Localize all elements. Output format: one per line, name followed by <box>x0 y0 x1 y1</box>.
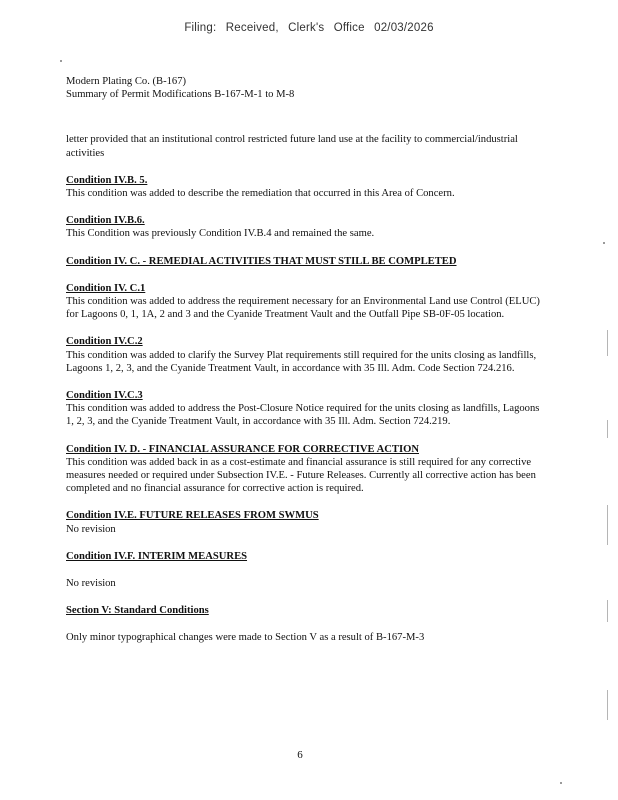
scan-edge-mark <box>607 505 608 545</box>
section-text: This condition was added to describe the remediation that occurred in this Area of Concern. <box>66 188 455 200</box>
section-heading: Condition IV.C.2 <box>66 336 143 348</box>
scan-edge-mark <box>607 690 608 720</box>
section-heading: Condition IV.B.6. <box>66 215 145 227</box>
section-text: This condition was added to address the requirement necessary for an Environmental Land use Control (ELUC) for Lagoons 0, 1, 1A, 2 and 3 and the Cyanide Treatment Vault and the Outfall Pipe SB-0F-05 location. <box>66 296 540 321</box>
section-condition-iv-c-1 <box>66 282 546 322</box>
scan-speck <box>603 242 605 244</box>
filing-stamp: Filing: Received, Clerk's Office 02/03/2026 <box>184 22 434 34</box>
section-condition-iv-c-3 <box>66 389 546 429</box>
section-condition-iv-d <box>66 443 546 496</box>
document-page <box>66 75 546 659</box>
scan-speck <box>60 60 62 62</box>
section-heading: Condition IV.E. FUTURE RELEASES FROM SWMUS <box>66 510 319 522</box>
section-heading: Condition IV.B. 5. <box>66 174 148 186</box>
section-text: This condition was added back in as a cost-estimate and financial assurance is still required for any corrective measures needed or required under Subsection IV.E. - Future Releases. Currently all corrective action has been completed and no financial assurance for corrective action is required. <box>66 456 536 495</box>
scan-edge-mark <box>607 420 608 438</box>
section-condition-iv-c <box>66 255 546 268</box>
section-text: Only minor typographical changes were made to Section V as a result of B-167-M-3 <box>66 632 425 644</box>
section-condition-iv-e <box>66 509 546 535</box>
section-text: No revision <box>66 523 116 535</box>
section-text: This Condition was previously Condition IV.B.4 and remained the same. <box>66 228 375 240</box>
scan-edge-mark <box>607 600 608 622</box>
section-text: This condition was added to address the Post-Closure Notice required for the units closing as landfills, Lagoons 1, 2, 3, and the Cyanide Treatment Vault, in accordance with 35 Ill. Adm. Section 724.219. <box>66 403 540 428</box>
document-header <box>66 75 546 101</box>
section-condition-iv-f <box>66 550 546 590</box>
intro-paragraph: letter provided that an institutional control restricted future land use at the facility to commercial/industrial activities <box>66 134 518 159</box>
header-summary-line: Summary of Permit Modifications B-167-M-1 to M-8 <box>66 89 295 101</box>
section-heading: Condition IV. C. - REMEDIAL ACTIVITIES THAT MUST STILL BE COMPLETED <box>66 255 457 267</box>
section-v-standard-conditions <box>66 604 546 644</box>
section-heading: Section V: Standard Conditions <box>66 605 209 617</box>
section-heading: Condition IV. C.1 <box>66 282 146 294</box>
section-text: No revision <box>66 578 116 590</box>
section-heading: Condition IV.C.3 <box>66 390 143 402</box>
section-condition-iv-b-5 <box>66 174 546 200</box>
section-heading: Condition IV.F. INTERIM MEASURES <box>66 550 248 562</box>
section-text: This condition was added to clarify the Survey Plat requirements still required for the units closing as landfills, Lagoons 1, 2, 3, and the Cyanide Treatment Vault, in accordance with 35 Ill. Adm. Code Section 724.216. <box>66 349 537 374</box>
header-facility-line: Modern Plating Co. (B-167) <box>66 76 187 87</box>
section-condition-iv-c-2 <box>66 335 546 375</box>
section-heading: Condition IV. D. - FINANCIAL ASSURANCE FOR CORRECTIVE ACTION <box>66 443 419 455</box>
page-number: 6 <box>297 749 303 761</box>
section-condition-iv-b-6 <box>66 214 546 240</box>
scan-edge-mark <box>607 330 608 356</box>
scan-speck <box>560 782 562 784</box>
